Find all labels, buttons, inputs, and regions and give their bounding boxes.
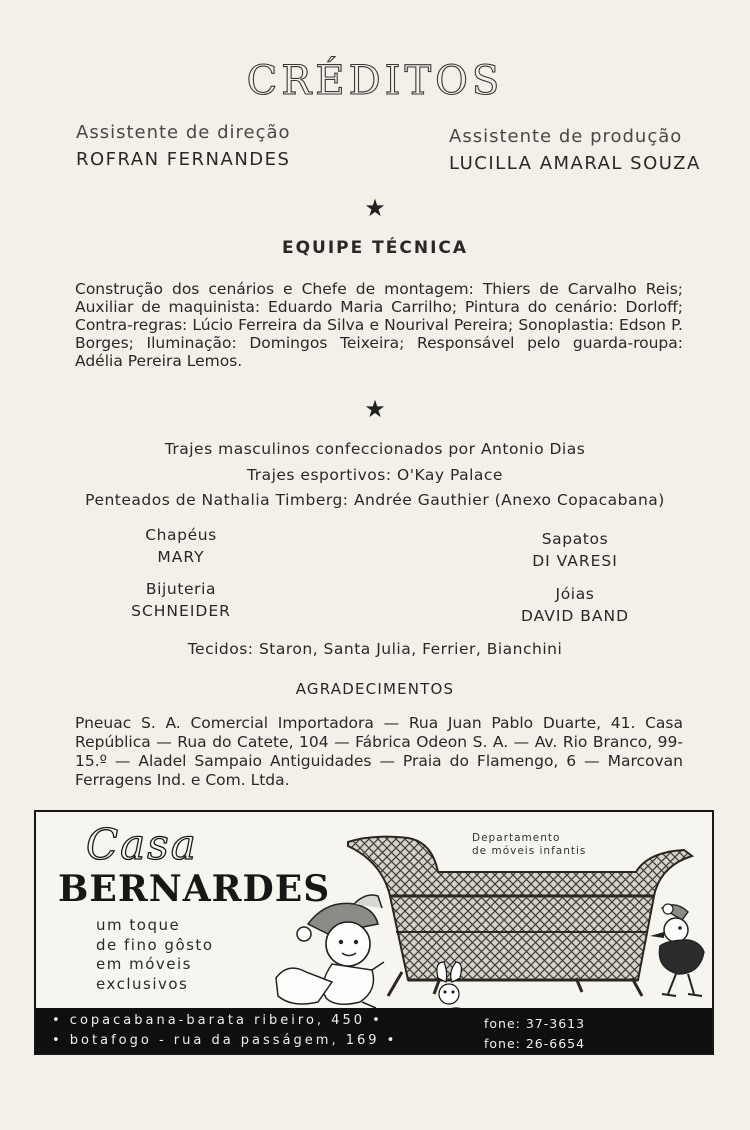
supplier-label: Sapatos [541,530,609,548]
supplier-name: SCHNEIDER [131,602,231,620]
credit-name: ROFRAN FERNANDES [76,149,291,170]
ad-address-copacabana: • copacabana-barata ribeiro, 450 • [52,1013,383,1028]
supplier-shoes [475,528,675,572]
supplier-label: Bijuteria [145,580,217,598]
credit-assistant-director [76,119,291,173]
acknowledgements-text: Pneuac S. A. Comercial Importadora — Rua Juan Pablo Duarte, 41. Casa República — Rua do Catete, 104 — Fábrica Odeon S. A. — Av. Rio Branco, 99-15.º — Aladel Sampaio Antiguidades — Praia do Flamengo, 6 — Marcovan Ferragens Ind. e Com. Ltda. [75,714,683,789]
credit-assistant-producer [449,123,701,177]
star-divider: ★ [364,395,386,423]
ad-tagline-line: um toque [96,916,181,934]
casa-bernardes-ad [34,810,714,1055]
ad-tagline-line: exclusivos [96,974,189,993]
ad-department-line: Departamento [472,832,561,844]
supplier-hats [81,524,281,568]
fabrics-line: Tecidos: Staron, Santa Julia, Ferrier, Bianchini [187,640,563,658]
supplier-name: DI VARESI [532,552,618,570]
duck-icon [650,904,704,996]
costume-line: Trajes esportivos: O'Kay Palace [247,466,503,484]
supplier-jewelry [81,578,281,622]
ad-department-line: de móveis infantis [472,845,587,857]
ad-tagline-line: de fino gôsto [96,935,214,954]
star-divider: ★ [364,194,386,222]
credit-role: Assistente de direção [76,122,291,143]
team-text: Construção dos cenários e Chefe de montagem: Thiers de Carvalho Reis; Auxiliar de maquinista: Eduardo Maria Carrilho; Pintura do cenário: Dorloff; Contra-regras: Lúcio Ferreira da Silva e Nourival Pereira; Sonoplastia: Edson P. Borges; Iluminação: Domingos Teixeira; Responsável pelo guarda-roupa: Adélia Pereira Lemos. [75,280,683,370]
ad-phone-botafogo: fone: 26-6654 [484,1036,586,1051]
costume-line: Penteados de Nathalia Timberg: Andrée Gauthier (Anexo Copacabana) [85,491,665,509]
ad-address-botafogo: • botafogo - rua da passágem, 169 • [52,1033,398,1048]
credit-name: LUCILLA AMARAL SOUZA [449,153,701,174]
team-title: EQUIPE TÉCNICA [281,238,469,258]
credit-role: Assistente de produção [449,126,683,147]
costume-line: Trajes masculinos confeccionados por Antonio Dias [164,440,586,458]
supplier-label: Chapéus [145,526,217,544]
ad-phone-copacabana: fone: 37-3613 [484,1016,586,1031]
supplier-label: Jóias [555,585,595,603]
crib-icon [348,837,692,996]
page-title: CRÉDITOS [246,58,504,104]
ad-tagline-line: em móveis [96,955,192,973]
supplier-name: DAVID BAND [520,607,630,625]
acknowledgements-title: AGRADECIMENTOS [295,680,455,698]
supplier-jewels [475,583,675,627]
supplier-name: MARY [157,548,205,566]
ad-script-casa: Casa [86,820,198,869]
baby-icon [276,895,384,1008]
ad-brand: BERNARDES [58,868,331,910]
ad-address-bar [36,1008,714,1055]
